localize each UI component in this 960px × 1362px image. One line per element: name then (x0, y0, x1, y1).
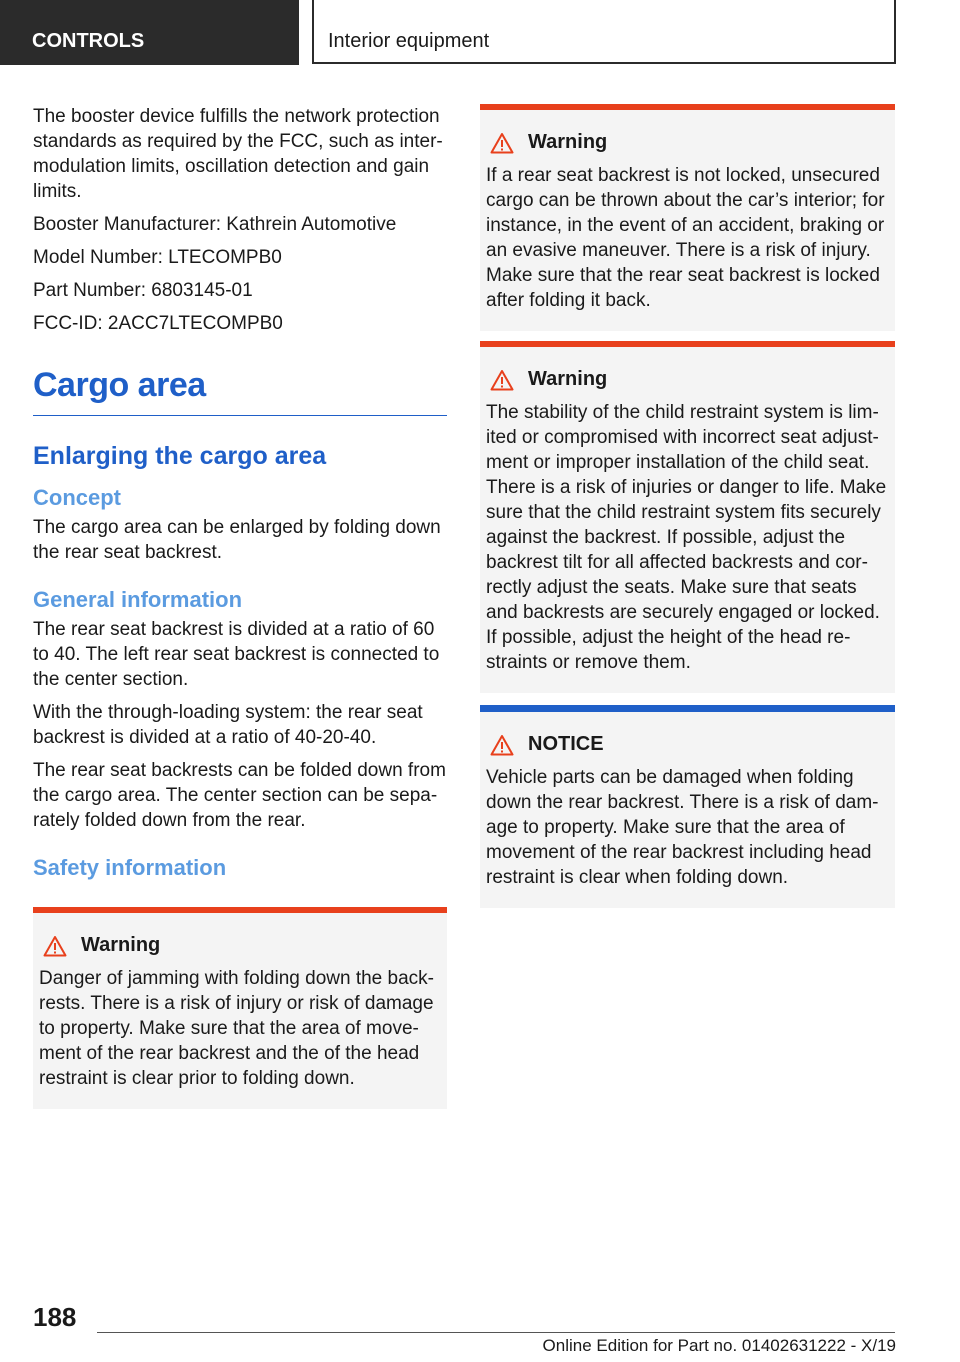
section-title: Enlarging the cargo area (33, 442, 327, 470)
warning-label: Warning (528, 131, 608, 153)
general-paragraph: With the through-loading system: the rear seat backrest is divided at a ratio of 40-20-40. (33, 702, 423, 748)
warning-header (39, 933, 441, 958)
intro-paragraph: Booster Manufacturer: Kathrein Automotive (33, 214, 397, 235)
footer-divider (97, 1332, 895, 1333)
notice-text: Vehicle parts can be damaged when folding down the rear backrest. There is a risk of dam‐age to property. Make sure that the area of movement of the rear backrest including head restraint is clear when folding down. (486, 767, 879, 888)
general-paragraph: The rear seat backrests can be folded down from the cargo area. The center section can be sepa‐rately folded down from the rear. (33, 760, 446, 831)
section-label: CONTROLS (32, 30, 145, 52)
left-column (33, 104, 447, 1109)
warning-header (486, 130, 889, 155)
section-tab (0, 0, 299, 65)
general-heading: General information (33, 587, 243, 612)
warning-label: Warning (81, 934, 161, 956)
warning-header (486, 367, 889, 392)
edition-note: Online Edition for Part no. 01402631222 - X/19 (542, 1336, 896, 1355)
intro-paragraph: FCC-ID: 2ACC7LTECOMPB0 (33, 313, 283, 334)
warning-triangle-icon (490, 369, 514, 391)
intro-paragraph: Part Number: 6803145-01 (33, 280, 253, 301)
warning-triangle-icon (43, 935, 67, 957)
intro-paragraph: Model Number: LTECOMPB0 (33, 247, 282, 268)
chapter-label: Interior equipment (328, 30, 490, 52)
notice-header (486, 732, 889, 757)
warning-triangle-icon (490, 132, 514, 154)
warning-text: Danger of jamming with folding down the back‐rests. There is a risk of injury or risk of damage to property. Make sure that the area of move‐ment of the rear backrest and the of the head restraint is clear prior to folding down. (39, 968, 434, 1089)
page-number: 188 (33, 1302, 77, 1332)
intro-paragraph: The booster device fulfills the network protection standards as required by the FCC, such as inter‐modulation limits, oscillation detection and gain limits. (33, 106, 443, 202)
warning-box (33, 907, 447, 1109)
right-column (480, 104, 895, 908)
warning-text: If a rear seat backrest is not locked, unsecured cargo can be thrown about the car’s interior; for instance, in the event of an accident, braking or an evasive maneuver. There is a risk of injury. Make sure that the rear seat backrest is locked after folding it back. (486, 165, 885, 311)
warning-triangle-icon (490, 734, 514, 756)
general-paragraph: The rear seat backrest is divided at a ratio of 60 to 40. The left rear seat backrest is connected to the center section. (33, 619, 440, 690)
notice-box (480, 705, 895, 908)
safety-heading: Safety information (33, 855, 227, 880)
chapter-tab (312, 0, 896, 64)
warning-label: Warning (528, 368, 608, 390)
concept-text: The cargo area can be enlarged by folding down the rear seat backrest. (33, 517, 441, 563)
warning-box (480, 341, 895, 693)
warning-text: The stability of the child restraint system is lim‐ited or compromised with incorrect seat adjust‐ment or improper installation of the child seat. There is a risk of injuries or danger to life. Make sure that the child restraint system fits securely against the backrest. If possible, adjust the backrest tilt for all affected backrests and cor‐rectly adjust the seats. Make sure that seats and backrests are securely engaged or locked. If possible, adjust the height of the head re‐straints or remove them. (486, 402, 887, 673)
concept-heading: Concept (33, 485, 121, 510)
page-title: Cargo area (33, 366, 447, 416)
warning-box (480, 104, 895, 331)
notice-label: NOTICE (528, 733, 604, 755)
